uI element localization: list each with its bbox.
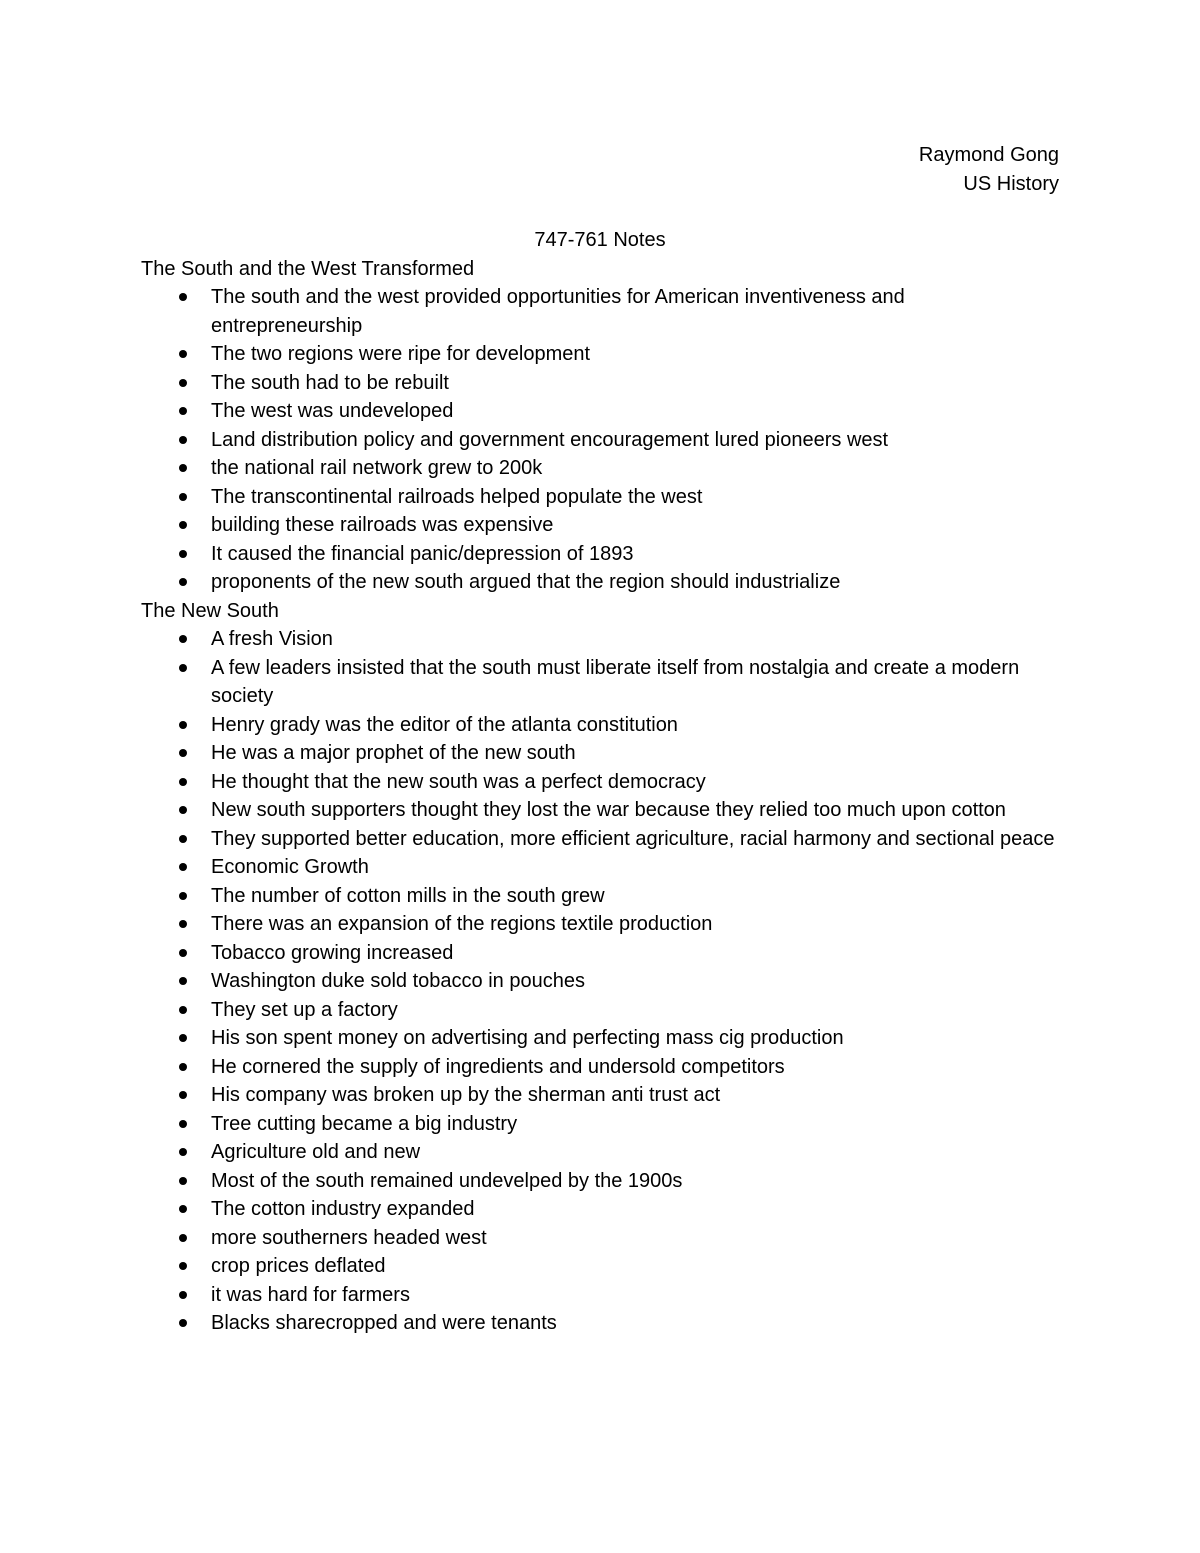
list-item <box>141 397 1061 426</box>
list-item <box>141 340 1061 369</box>
list-item-text: It caused the financial panic/depression of 1893 <box>211 542 634 565</box>
list-item <box>141 625 1061 654</box>
list-item <box>141 426 1061 455</box>
list-item-text: He cornered the supply of ingredients and undersold competitors <box>211 1055 785 1078</box>
list-item <box>141 1081 1061 1110</box>
bullet-icon <box>179 407 187 415</box>
bullet-icon <box>179 1262 187 1270</box>
section-heading: The New South <box>141 599 279 622</box>
bullet-icon <box>179 1034 187 1042</box>
bullet-icon <box>179 1148 187 1156</box>
bullet-icon <box>179 1319 187 1327</box>
bullet-icon <box>179 863 187 871</box>
list-item <box>141 1110 1061 1139</box>
bullet-icon <box>179 1063 187 1071</box>
bullet-icon <box>179 749 187 757</box>
list-item-text: The south had to be rebuilt <box>211 371 449 394</box>
notes-sections <box>141 255 1061 1338</box>
list-item <box>141 511 1061 540</box>
document-body <box>141 226 1061 1338</box>
bullet-icon <box>179 635 187 643</box>
list-item <box>141 1252 1061 1281</box>
list-item-text: The cotton industry expanded <box>211 1198 475 1220</box>
bullet-icon <box>179 436 187 444</box>
list-item-text: Tobacco growing increased <box>211 941 454 964</box>
list-item <box>141 796 1061 825</box>
list-item-text: The south and the west provided opportunities for American inventiveness and entrepreneurship <box>211 286 905 337</box>
bullet-icon <box>179 550 187 558</box>
bullet-icon <box>179 493 187 501</box>
list-item-text: They set up a factory <box>211 998 398 1021</box>
list-item-text: A fresh Vision <box>211 628 333 650</box>
list-item <box>141 939 1061 968</box>
list-item-text: Henry grady was the editor of the atlanta constitution <box>211 713 678 736</box>
list-item-text: Most of the south remained undevelped by the 1900s <box>211 1169 683 1192</box>
bullet-icon <box>179 977 187 985</box>
list-item-text: Economic Growth <box>211 856 369 878</box>
list-item-text: The number of cotton mills in the south grew <box>211 884 605 907</box>
author-name: Raymond Gong <box>918 144 1059 166</box>
list-item-text: crop prices deflated <box>211 1255 386 1277</box>
list-item <box>141 483 1061 512</box>
section-heading: The South and the West Transformed <box>141 257 475 280</box>
bullet-icon <box>179 949 187 957</box>
list-item-text: A few leaders insisted that the south must liberate itself from nostalgia and create a modern society <box>211 656 1020 707</box>
list-item-text: Tree cutting became a big industry <box>211 1112 518 1135</box>
bullet-list <box>141 283 1061 597</box>
document-title: 747-761 Notes <box>534 229 666 251</box>
list-item <box>141 1138 1061 1167</box>
list-item-text: His son spent money on advertising and perfecting mass cig production <box>211 1027 844 1049</box>
list-item <box>141 1309 1061 1338</box>
bullet-icon <box>179 892 187 900</box>
bullet-icon <box>179 293 187 301</box>
bullet-list <box>141 625 1061 1338</box>
bullet-icon <box>179 664 187 672</box>
list-item-text: Land distribution policy and government encouragement lured pioneers west <box>211 428 889 451</box>
bullet-icon <box>179 835 187 843</box>
bullet-icon <box>179 1291 187 1299</box>
bullet-icon <box>179 1205 187 1213</box>
bullet-icon <box>179 806 187 814</box>
bullet-icon <box>179 1006 187 1014</box>
list-item-text: Washington duke sold tobacco in pouches <box>211 970 585 992</box>
list-item <box>141 967 1061 996</box>
list-item-text: Agriculture old and new <box>211 1141 421 1163</box>
list-item <box>141 540 1061 569</box>
list-item-text: Blacks sharecropped and were tenants <box>211 1312 557 1334</box>
list-item-text: They supported better education, more efficient agriculture, racial harmony and sectional peace <box>211 827 1055 850</box>
bullet-icon <box>179 1234 187 1242</box>
list-item <box>141 1195 1061 1224</box>
bullet-icon <box>179 521 187 529</box>
list-item-text: New south supporters thought they lost the war because they relied too much upon cotton <box>211 799 1006 821</box>
list-item-text: The west was undeveloped <box>211 400 454 422</box>
list-item-text: it was hard for farmers <box>211 1283 410 1306</box>
bullet-icon <box>179 1177 187 1185</box>
list-item <box>141 882 1061 911</box>
list-item <box>141 369 1061 398</box>
list-item <box>141 654 1061 711</box>
list-item <box>141 1053 1061 1082</box>
bullet-icon <box>179 1120 187 1128</box>
bullet-icon <box>179 1091 187 1099</box>
list-item-text: He thought that the new south was a perfect democracy <box>211 770 706 793</box>
bullet-icon <box>179 721 187 729</box>
author-header <box>919 141 1059 198</box>
list-item-text: the national rail network grew to 200k <box>211 457 543 479</box>
list-item-text: The two regions were ripe for development <box>211 343 591 365</box>
bullet-icon <box>179 778 187 786</box>
list-item <box>141 568 1061 597</box>
bullet-icon <box>179 578 187 586</box>
list-item <box>141 1224 1061 1253</box>
list-item-text: proponents of the new south argued that the region should industrialize <box>211 571 841 593</box>
list-item <box>141 1167 1061 1196</box>
bullet-icon <box>179 379 187 387</box>
list-item <box>141 996 1061 1025</box>
bullet-icon <box>179 920 187 928</box>
course-name: US History <box>963 172 1059 195</box>
bullet-icon <box>179 350 187 358</box>
list-item <box>141 853 1061 882</box>
list-item-text: more southerners headed west <box>211 1226 487 1249</box>
list-item-text: building these railroads was expensive <box>211 514 554 536</box>
list-item <box>141 825 1061 854</box>
list-item-text: His company was broken up by the sherman anti trust act <box>211 1084 721 1106</box>
list-item <box>141 283 1061 340</box>
list-item <box>141 711 1061 740</box>
list-item <box>141 1281 1061 1310</box>
list-item-text: The transcontinental railroads helped populate the west <box>211 485 703 508</box>
list-item <box>141 768 1061 797</box>
list-item <box>141 454 1061 483</box>
list-item-text: He was a major prophet of the new south <box>211 742 576 764</box>
list-item <box>141 739 1061 768</box>
list-item <box>141 910 1061 939</box>
list-item <box>141 1024 1061 1053</box>
list-item-text: There was an expansion of the regions textile production <box>211 913 713 935</box>
bullet-icon <box>179 464 187 472</box>
